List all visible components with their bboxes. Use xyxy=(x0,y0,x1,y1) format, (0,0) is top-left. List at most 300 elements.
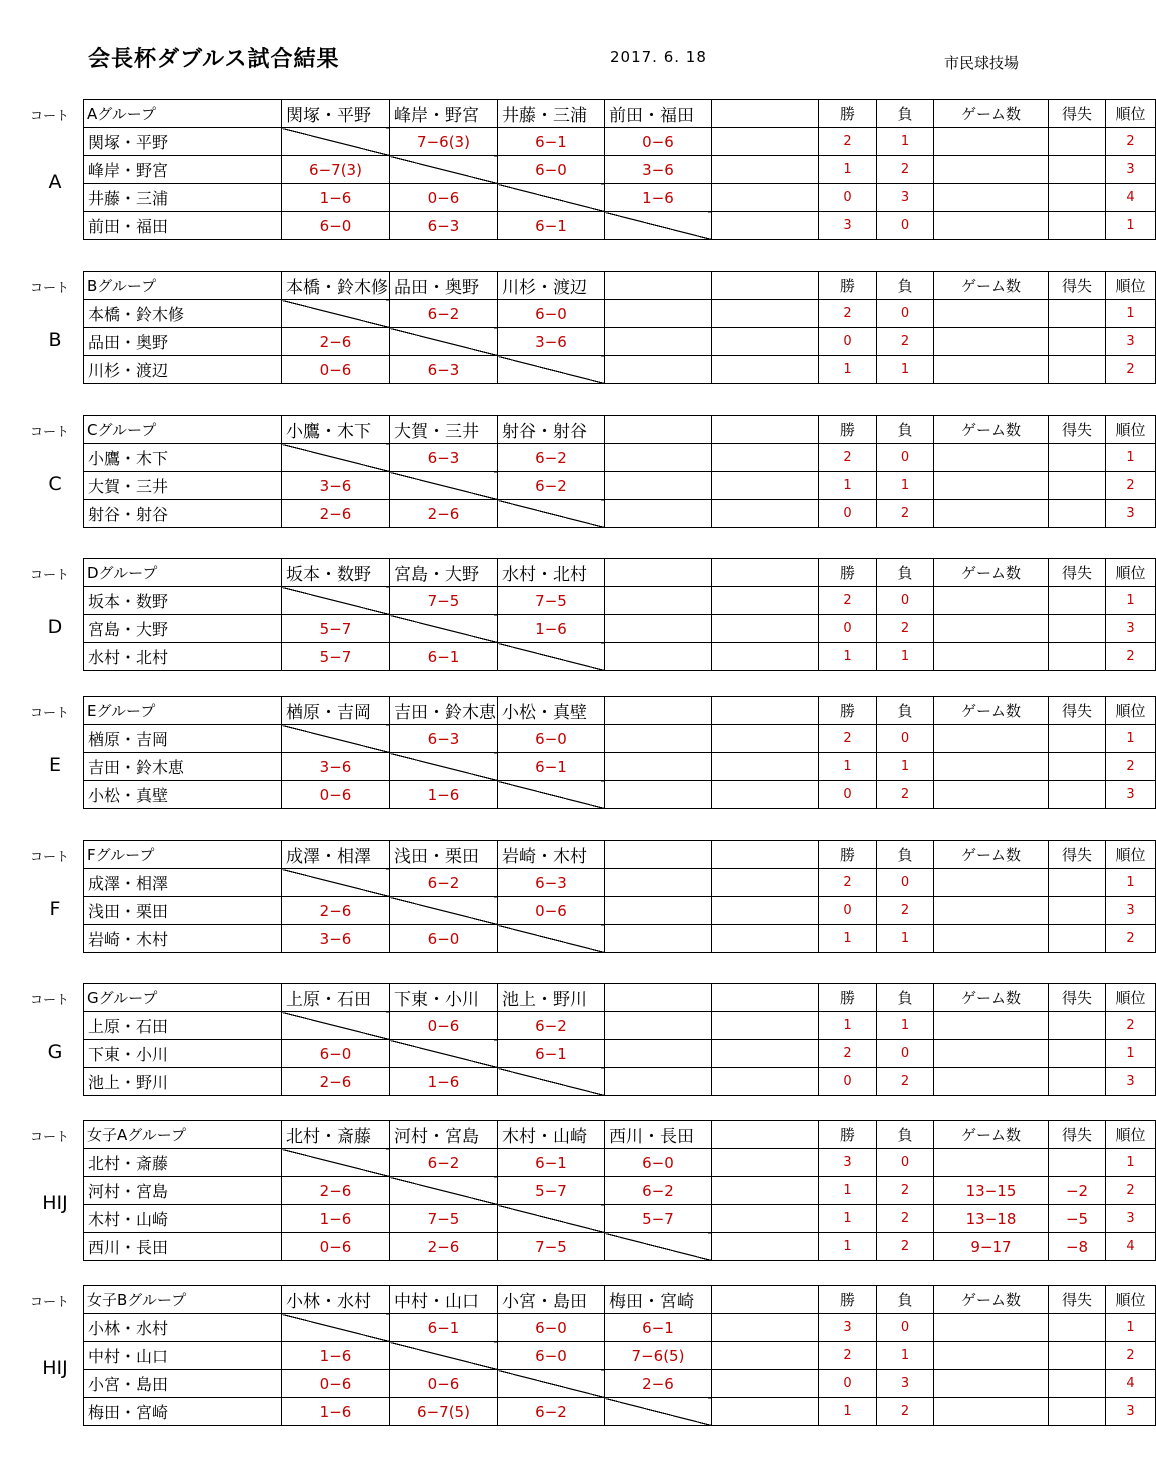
rank-value: 3 xyxy=(1106,328,1156,356)
self-match-cell xyxy=(605,1398,712,1426)
rank-header: 順位 xyxy=(1106,984,1156,1012)
match-score: 6−0 xyxy=(390,925,498,953)
win-header: 勝 xyxy=(819,1121,877,1149)
win-header: 勝 xyxy=(819,100,877,128)
games-total xyxy=(934,212,1049,240)
games-diff xyxy=(1049,212,1106,240)
games-header: ゲーム数 xyxy=(934,100,1049,128)
match-score: 3−6 xyxy=(282,925,390,953)
team-row xyxy=(84,587,1156,615)
blank-cell xyxy=(712,1012,819,1040)
games-diff xyxy=(1049,1040,1106,1068)
team-row xyxy=(84,1398,1156,1426)
match-score: 6−1 xyxy=(390,643,498,671)
win-count: 1 xyxy=(819,1233,877,1261)
games-diff xyxy=(1049,869,1106,897)
self-match-cell xyxy=(282,300,390,328)
team-row xyxy=(84,356,1156,384)
team-name: 吉田・鈴木恵 xyxy=(84,753,282,781)
loss-count: 2 xyxy=(877,328,934,356)
match-score: 1−6 xyxy=(498,615,605,643)
games-total xyxy=(934,587,1049,615)
match-score: 6−2 xyxy=(498,444,605,472)
match-score: 1−6 xyxy=(282,1205,390,1233)
win-count: 0 xyxy=(819,897,877,925)
match-score: 1−6 xyxy=(282,184,390,212)
match-score xyxy=(605,781,712,809)
match-score: 2−6 xyxy=(282,897,390,925)
loss-count: 2 xyxy=(877,1177,934,1205)
tournament-date: 2017. 6. 18 xyxy=(610,48,707,66)
win-count: 0 xyxy=(819,1068,877,1096)
team-name: 小鷹・木下 xyxy=(84,444,282,472)
team-row xyxy=(84,1149,1156,1177)
games-total xyxy=(934,300,1049,328)
win-count: 2 xyxy=(819,869,877,897)
self-match-cell xyxy=(498,643,605,671)
blank-header xyxy=(712,1286,819,1314)
group-name: Fグループ xyxy=(84,841,282,869)
win-header: 勝 xyxy=(819,416,877,444)
group-name: Bグループ xyxy=(84,272,282,300)
match-score: 6−1 xyxy=(605,1314,712,1342)
self-match-cell xyxy=(390,1040,498,1068)
blank-cell xyxy=(712,1398,819,1426)
win-header: 勝 xyxy=(819,841,877,869)
win-count: 1 xyxy=(819,356,877,384)
self-match-cell xyxy=(282,1012,390,1040)
loss-count: 0 xyxy=(877,1314,934,1342)
win-count: 2 xyxy=(819,444,877,472)
games-diff xyxy=(1049,753,1106,781)
team-name: 関塚・平野 xyxy=(84,128,282,156)
group-table xyxy=(83,983,1156,1096)
team-name: 楢原・吉岡 xyxy=(84,725,282,753)
blank-cell xyxy=(712,500,819,528)
self-match-cell xyxy=(390,472,498,500)
opponent-header: 品田・奥野 xyxy=(390,272,498,300)
diff-header: 得失 xyxy=(1049,1121,1106,1149)
rank-value: 1 xyxy=(1106,1040,1156,1068)
games-total: 9−17 xyxy=(934,1233,1049,1261)
match-score: 3−6 xyxy=(282,472,390,500)
match-score: 6−7(5) xyxy=(390,1398,498,1426)
rank-value: 1 xyxy=(1106,444,1156,472)
self-match-cell xyxy=(390,753,498,781)
rank-value: 4 xyxy=(1106,1233,1156,1261)
self-match-cell xyxy=(282,1149,390,1177)
match-score: 6−2 xyxy=(605,1177,712,1205)
match-score: 0−6 xyxy=(282,781,390,809)
match-score xyxy=(605,643,712,671)
match-score: 2−6 xyxy=(282,1068,390,1096)
blank-cell xyxy=(712,1233,819,1261)
games-total xyxy=(934,615,1049,643)
court-label: コート xyxy=(30,1295,70,1310)
group-name: 女子Aグループ xyxy=(84,1121,282,1149)
rank-header: 順位 xyxy=(1106,100,1156,128)
match-score: 0−6 xyxy=(282,1370,390,1398)
rank-header: 順位 xyxy=(1106,1286,1156,1314)
group-name: Dグループ xyxy=(84,559,282,587)
loss-count: 1 xyxy=(877,472,934,500)
group-table xyxy=(83,696,1156,809)
group-name: Eグループ xyxy=(84,697,282,725)
self-match-cell xyxy=(605,1233,712,1261)
match-score: 6−0 xyxy=(605,1149,712,1177)
rank-value: 1 xyxy=(1106,725,1156,753)
self-match-cell xyxy=(498,781,605,809)
match-score: 6−0 xyxy=(498,156,605,184)
win-count: 1 xyxy=(819,1398,877,1426)
rank-value: 3 xyxy=(1106,615,1156,643)
team-row xyxy=(84,1205,1156,1233)
loss-count: 2 xyxy=(877,897,934,925)
games-total xyxy=(934,156,1049,184)
match-score: 2−6 xyxy=(390,1233,498,1261)
loss-count: 0 xyxy=(877,444,934,472)
win-count: 0 xyxy=(819,781,877,809)
loss-header: 負 xyxy=(877,1286,934,1314)
match-score: 2−6 xyxy=(390,500,498,528)
group-name: Gグループ xyxy=(84,984,282,1012)
match-score: 0−6 xyxy=(282,356,390,384)
venue: 市民球技場 xyxy=(944,54,1020,72)
team-row xyxy=(84,1177,1156,1205)
games-header: ゲーム数 xyxy=(934,559,1049,587)
match-score xyxy=(605,1012,712,1040)
games-total xyxy=(934,725,1049,753)
team-row xyxy=(84,184,1156,212)
team-name: 小松・真壁 xyxy=(84,781,282,809)
self-match-cell xyxy=(282,725,390,753)
match-score xyxy=(605,1040,712,1068)
loss-count: 3 xyxy=(877,184,934,212)
win-count: 0 xyxy=(819,615,877,643)
team-row xyxy=(84,328,1156,356)
match-score xyxy=(605,753,712,781)
match-score: 7−6(5) xyxy=(605,1342,712,1370)
blank-cell xyxy=(712,1314,819,1342)
team-name: 浅田・栗田 xyxy=(84,897,282,925)
team-row xyxy=(84,500,1156,528)
rank-value: 2 xyxy=(1106,643,1156,671)
blank-cell xyxy=(712,869,819,897)
games-diff xyxy=(1049,925,1106,953)
opponent-header: 小宮・島田 xyxy=(498,1286,605,1314)
opponent-header: 吉田・鈴木恵 xyxy=(390,697,498,725)
match-score xyxy=(605,615,712,643)
win-count: 3 xyxy=(819,212,877,240)
blank-cell xyxy=(712,300,819,328)
team-name: 小宮・島田 xyxy=(84,1370,282,1398)
rank-value: 2 xyxy=(1106,472,1156,500)
match-score: 0−6 xyxy=(282,1233,390,1261)
rank-value: 3 xyxy=(1106,500,1156,528)
blank-cell xyxy=(712,897,819,925)
loss-count: 1 xyxy=(877,128,934,156)
rank-value: 1 xyxy=(1106,869,1156,897)
games-diff xyxy=(1049,156,1106,184)
match-score: 7−5 xyxy=(498,1233,605,1261)
match-score: 0−6 xyxy=(390,1370,498,1398)
blank-cell xyxy=(712,587,819,615)
blank-header xyxy=(712,416,819,444)
match-score: 2−6 xyxy=(282,1177,390,1205)
blank-cell xyxy=(712,615,819,643)
loss-count: 2 xyxy=(877,1398,934,1426)
games-diff xyxy=(1049,1068,1106,1096)
opponent-header: 坂本・数野 xyxy=(282,559,390,587)
court-id: HIJ xyxy=(42,1357,68,1379)
match-score: 7−5 xyxy=(498,587,605,615)
self-match-cell xyxy=(390,897,498,925)
group-name: Cグループ xyxy=(84,416,282,444)
match-score xyxy=(605,1068,712,1096)
self-match-cell xyxy=(390,615,498,643)
loss-count: 0 xyxy=(877,212,934,240)
match-score: 6−2 xyxy=(498,472,605,500)
team-row xyxy=(84,643,1156,671)
court-label: コート xyxy=(30,706,70,721)
win-count: 1 xyxy=(819,1012,877,1040)
opponent-header: 北村・斎藤 xyxy=(282,1121,390,1149)
opponent-header: 成澤・相澤 xyxy=(282,841,390,869)
loss-count: 2 xyxy=(877,156,934,184)
win-header: 勝 xyxy=(819,1286,877,1314)
team-name: 岩崎・木村 xyxy=(84,925,282,953)
match-score: 0−6 xyxy=(390,184,498,212)
rank-header: 順位 xyxy=(1106,559,1156,587)
blank-cell xyxy=(712,1177,819,1205)
blank-cell xyxy=(712,472,819,500)
blank-header xyxy=(712,1121,819,1149)
team-row xyxy=(84,128,1156,156)
group-header-row xyxy=(84,272,1156,300)
match-score: 6−7(3) xyxy=(282,156,390,184)
team-row xyxy=(84,615,1156,643)
group-header-row xyxy=(84,416,1156,444)
self-match-cell xyxy=(282,444,390,472)
rank-value: 2 xyxy=(1106,925,1156,953)
rank-value: 3 xyxy=(1106,1068,1156,1096)
match-score: 6−3 xyxy=(390,212,498,240)
opponent-header: 川杉・渡辺 xyxy=(498,272,605,300)
court-id: HIJ xyxy=(42,1192,68,1214)
team-row xyxy=(84,897,1156,925)
group-name: Aグループ xyxy=(84,100,282,128)
court-id: F xyxy=(49,898,61,920)
match-score: 6−2 xyxy=(390,869,498,897)
court-id: C xyxy=(48,473,62,495)
games-header: ゲーム数 xyxy=(934,416,1049,444)
opponent-header: 小林・水村 xyxy=(282,1286,390,1314)
games-diff xyxy=(1049,1370,1106,1398)
opponent-header: 浅田・栗田 xyxy=(390,841,498,869)
blank-cell xyxy=(712,1149,819,1177)
games-total xyxy=(934,781,1049,809)
blank-cell xyxy=(712,1068,819,1096)
games-total xyxy=(934,1012,1049,1040)
match-score xyxy=(605,897,712,925)
match-score: 6−1 xyxy=(390,1314,498,1342)
team-name: 梅田・宮崎 xyxy=(84,1398,282,1426)
win-count: 1 xyxy=(819,753,877,781)
team-name: 坂本・数野 xyxy=(84,587,282,615)
games-total xyxy=(934,643,1049,671)
games-total xyxy=(934,1398,1049,1426)
match-score: 6−2 xyxy=(498,1398,605,1426)
match-score xyxy=(605,300,712,328)
match-score: 1−6 xyxy=(390,781,498,809)
team-name: 品田・奥野 xyxy=(84,328,282,356)
rank-value: 1 xyxy=(1106,1314,1156,1342)
diff-header: 得失 xyxy=(1049,697,1106,725)
blank-cell xyxy=(712,781,819,809)
match-score: 3−6 xyxy=(498,328,605,356)
team-row xyxy=(84,869,1156,897)
games-diff: −2 xyxy=(1049,1177,1106,1205)
team-row xyxy=(84,1040,1156,1068)
self-match-cell xyxy=(390,328,498,356)
blank-header xyxy=(712,841,819,869)
team-name: 大賀・三井 xyxy=(84,472,282,500)
blank-cell xyxy=(712,156,819,184)
match-score: 1−6 xyxy=(605,184,712,212)
rank-header: 順位 xyxy=(1106,416,1156,444)
group-header-row xyxy=(84,984,1156,1012)
opponent-header: 射谷・射谷 xyxy=(498,416,605,444)
match-score: 6−1 xyxy=(498,1149,605,1177)
blank-header xyxy=(712,559,819,587)
games-total xyxy=(934,184,1049,212)
self-match-cell xyxy=(282,1314,390,1342)
rank-value: 3 xyxy=(1106,1205,1156,1233)
games-diff xyxy=(1049,300,1106,328)
games-total xyxy=(934,753,1049,781)
blank-header xyxy=(712,984,819,1012)
win-count: 1 xyxy=(819,472,877,500)
opponent-header: 木村・山崎 xyxy=(498,1121,605,1149)
group-table xyxy=(83,415,1156,528)
win-count: 2 xyxy=(819,587,877,615)
opponent-header: 宮島・大野 xyxy=(390,559,498,587)
games-total xyxy=(934,500,1049,528)
team-name: 上原・石田 xyxy=(84,1012,282,1040)
court-id: B xyxy=(48,329,62,351)
games-total: 13−15 xyxy=(934,1177,1049,1205)
rank-value: 4 xyxy=(1106,1370,1156,1398)
games-diff xyxy=(1049,472,1106,500)
group-header-row xyxy=(84,1121,1156,1149)
match-score: 6−1 xyxy=(498,753,605,781)
loss-header: 負 xyxy=(877,1121,934,1149)
self-match-cell xyxy=(498,500,605,528)
match-score: 6−1 xyxy=(498,128,605,156)
loss-count: 2 xyxy=(877,1068,934,1096)
games-diff xyxy=(1049,444,1106,472)
loss-header: 負 xyxy=(877,100,934,128)
diff-header: 得失 xyxy=(1049,984,1106,1012)
win-count: 2 xyxy=(819,300,877,328)
group-header-row xyxy=(84,841,1156,869)
rank-value: 2 xyxy=(1106,128,1156,156)
rank-value: 1 xyxy=(1106,587,1156,615)
rank-value: 2 xyxy=(1106,1177,1156,1205)
games-header: ゲーム数 xyxy=(934,841,1049,869)
blank-cell xyxy=(712,212,819,240)
blank-cell xyxy=(712,128,819,156)
games-diff: −8 xyxy=(1049,1233,1106,1261)
match-score: 1−6 xyxy=(282,1398,390,1426)
loss-count: 0 xyxy=(877,869,934,897)
self-match-cell xyxy=(390,1342,498,1370)
games-total: 13−18 xyxy=(934,1205,1049,1233)
match-score: 1−6 xyxy=(282,1342,390,1370)
rank-value: 3 xyxy=(1106,156,1156,184)
match-score: 6−3 xyxy=(498,869,605,897)
games-header: ゲーム数 xyxy=(934,1121,1049,1149)
opponent-header: 岩崎・木村 xyxy=(498,841,605,869)
games-diff xyxy=(1049,356,1106,384)
loss-count: 2 xyxy=(877,615,934,643)
match-score xyxy=(605,869,712,897)
match-score: 3−6 xyxy=(605,156,712,184)
games-total xyxy=(934,1342,1049,1370)
loss-header: 負 xyxy=(877,984,934,1012)
self-match-cell xyxy=(498,1205,605,1233)
win-header: 勝 xyxy=(819,272,877,300)
group-header-row xyxy=(84,697,1156,725)
self-match-cell xyxy=(498,925,605,953)
games-diff xyxy=(1049,184,1106,212)
match-score xyxy=(605,587,712,615)
blank-cell xyxy=(712,444,819,472)
loss-count: 1 xyxy=(877,356,934,384)
team-name: 成澤・相澤 xyxy=(84,869,282,897)
team-name: 前田・福田 xyxy=(84,212,282,240)
games-total xyxy=(934,1068,1049,1096)
win-count: 2 xyxy=(819,1040,877,1068)
win-count: 1 xyxy=(819,925,877,953)
blank-header xyxy=(712,697,819,725)
rank-header: 順位 xyxy=(1106,1121,1156,1149)
rank-value: 3 xyxy=(1106,1398,1156,1426)
diff-header: 得失 xyxy=(1049,559,1106,587)
match-score: 6−0 xyxy=(498,1314,605,1342)
court-label: コート xyxy=(30,1130,70,1145)
blank-cell xyxy=(712,1370,819,1398)
team-row xyxy=(84,472,1156,500)
match-score: 6−0 xyxy=(498,1342,605,1370)
loss-count: 2 xyxy=(877,781,934,809)
opponent-header: 梅田・宮崎 xyxy=(605,1286,712,1314)
match-score: 6−0 xyxy=(498,300,605,328)
group-name: 女子Bグループ xyxy=(84,1286,282,1314)
diff-header: 得失 xyxy=(1049,100,1106,128)
team-row xyxy=(84,725,1156,753)
rank-value: 2 xyxy=(1106,1342,1156,1370)
self-match-cell xyxy=(390,1177,498,1205)
court-id: G xyxy=(47,1041,63,1063)
match-score: 2−6 xyxy=(605,1370,712,1398)
match-score: 0−6 xyxy=(390,1012,498,1040)
court-id: D xyxy=(47,616,63,638)
games-diff xyxy=(1049,500,1106,528)
games-total xyxy=(934,356,1049,384)
win-count: 2 xyxy=(819,1342,877,1370)
loss-count: 2 xyxy=(877,1205,934,1233)
